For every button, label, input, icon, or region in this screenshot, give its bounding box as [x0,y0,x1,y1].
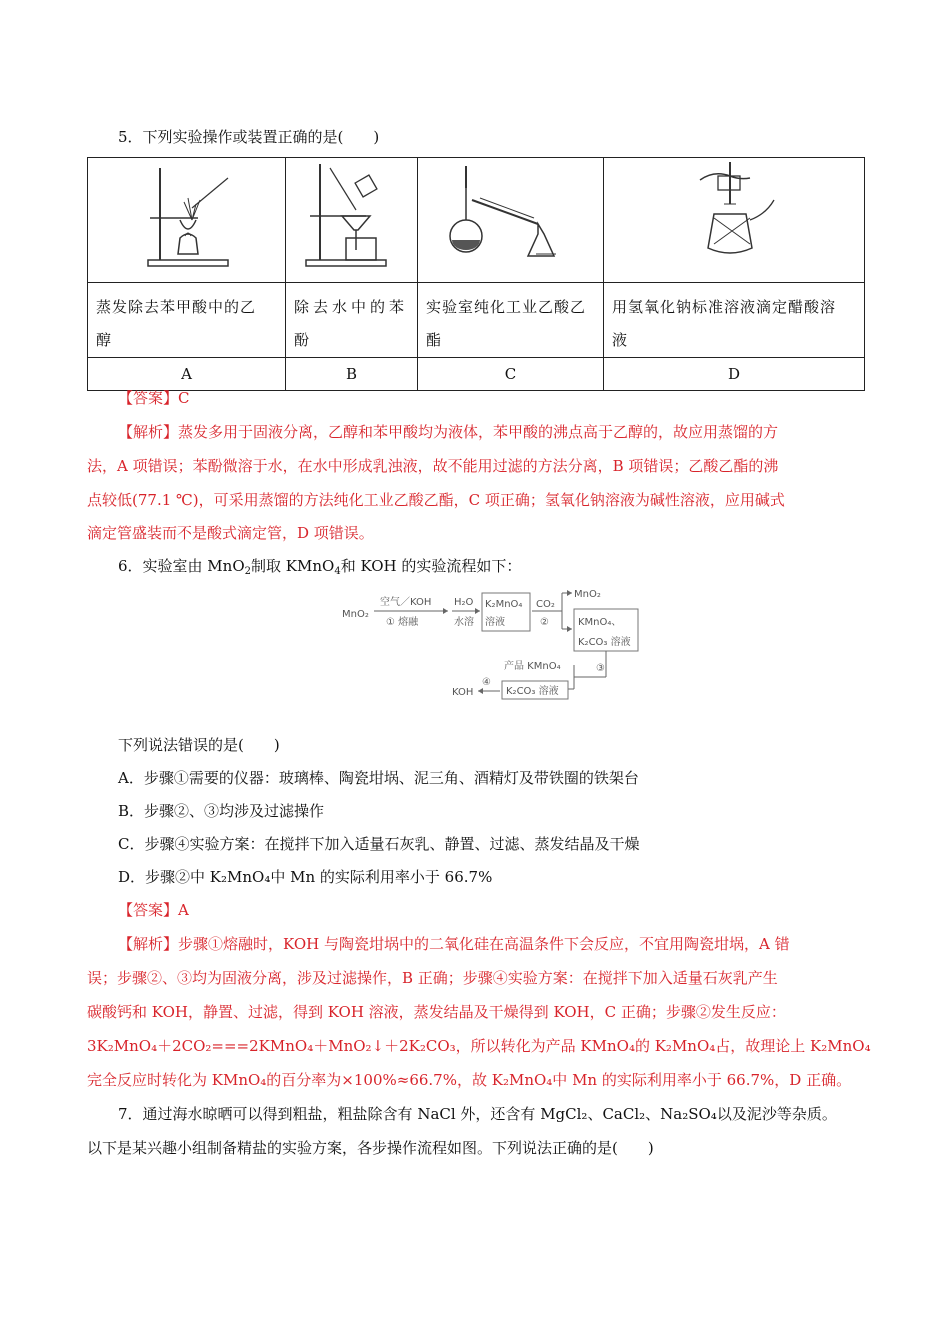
titration-apparatus-icon [604,158,864,282]
flow-product: 产品 KMnO₄ [504,661,561,672]
q5-options-table [87,157,865,391]
option-d-label: D [604,358,865,391]
flow-start: MnO₂ [342,609,369,620]
q6-analysis-line-2: 误；步骤②、③均为固液分离，涉及过滤操作，B 正确；步骤④实验方案：在搅拌下加入适量石灰乳产生 [87,969,778,987]
flow-box2-line1: KMnO₄、 [578,617,622,628]
q5-analysis-line-2: 法，A 项错误；苯酚微溶于水，在水中形成乳浊液，故不能用过滤的方法分离，B 项错误；乙酸乙酯的沸 [87,457,779,475]
q7-stem-line-1: 7．通过海水晾晒可以得到粗盐，粗盐除含有 NaCl 外，还含有 MgCl₂、CaCl₂、Na₂SO₄以及泥沙等杂质。 [118,1105,837,1123]
option-d-image [604,158,865,283]
q6-flow-diagram [340,585,640,705]
filtration-apparatus-icon [286,158,417,282]
q5-analysis-line-1: 【解析】蒸发多用于固液分离，乙醇和苯甲酸均为液体，苯甲酸的沸点高于乙醇的，故应用蒸馏的方 [118,423,779,441]
option-a-image [88,158,286,283]
flow-box3: K₂CO₃ 溶液 [506,686,559,697]
flow-step5: ④ [482,677,491,688]
flow-end: KOH [452,687,474,698]
option-c-image [418,158,604,283]
q6-answer: 【答案】A [118,901,189,919]
flow-step2-top: H₂O [454,597,474,608]
flow-box2-line2: K₂CO₃ 溶液 [578,637,631,648]
q6-analysis-line-3: 碳酸钙和 KOH，静置、过滤，得到 KOH 溶液，蒸发结晶及干燥得到 KOH，C 正确；步骤②发生反应： [87,1003,786,1021]
flow-step2-bottom: 水溶 [454,617,474,628]
option-b-label: B [286,358,418,391]
flow-box1-line2: 溶液 [485,617,505,628]
q5-stem: 5．下列实验操作或装置正确的是( ) [118,128,380,146]
q5-analysis-line-3: 点较低(77.1 ℃)，可采用蒸馏的方法纯化工业乙酸乙酯，C 项正确；氢氧化钠溶液为碱性溶液，应用碱式 [87,491,785,509]
q6-question: 下列说法错误的是( ) [118,736,280,754]
q6-analysis-line-1: 【解析】步骤①熔融时，KOH 与陶瓷坩埚中的二氧化硅在高温条件下会反应，不宜用陶瓷坩埚，A 错 [118,935,790,953]
distillation-apparatus-icon [418,158,603,282]
q6-analysis-line-5: 完全反应时转化为 KMnO₄的百分率为×100%≈66.7%，故 K₂MnO₄中 Mn 的实际利用率小于 66.7%，D 正确。 [87,1071,852,1089]
q6-stem: 6．实验室由 MnO$_2$制取 KMnO$_4$和 KOH 的实验流程如下： [118,557,522,577]
q6-option-d: D．步骤②中 K₂MnO₄中 Mn 的实际利用率小于 66.7% [118,868,493,886]
flow-out-1: MnO₂ [574,589,601,600]
option-d-description: 用氢氧化钠标准溶液滴定醋酸溶 液 [604,283,865,358]
q5-analysis-line-4: 滴定管盛装而不是酸式滴定管，D 项错误。 [87,524,374,542]
option-c-description: 实验室纯化工业乙酸乙 酯 [418,283,604,358]
flow-step4: ③ [596,663,605,674]
flow-step1-top: 空气／KOH [380,597,432,608]
flow-box1-line1: K₂MnO₄ [485,599,523,610]
option-c-label: C [418,358,604,391]
option-b-image [286,158,418,283]
q6-option-b: B．步骤②、③均涉及过滤操作 [118,802,325,820]
option-a-description: 蒸发除去苯甲酸中的乙 醇 [88,283,286,358]
evaporation-apparatus-icon [88,158,285,282]
flow-step3-bottom: ② [540,617,549,628]
flow-step1-bottom: ① 熔融 [386,617,419,628]
option-b-description: 除去水中的苯 酚 [286,283,418,358]
q7-stem-line-2: 以下是某兴趣小组制备精盐的实验方案，各步操作流程如图。下列说法正确的是( ) [87,1139,654,1157]
q6-analysis-line-4: 3K₂MnO₄＋2CO₂===2KMnO₄＋MnO₂↓＋2K₂CO₃，所以转化为产品 KMnO₄的 K₂MnO₄占，故理论上 K₂MnO₄ [87,1037,871,1055]
q6-option-a: A．步骤①需要的仪器：玻璃棒、陶瓷坩埚、泥三角、酒精灯及带铁圈的铁架台 [118,769,639,787]
flow-step3-top: CO₂ [536,599,555,610]
option-a-label: A [88,358,286,391]
q6-option-c: C．步骤④实验方案：在搅拌下加入适量石灰乳、静置、过滤、蒸发结晶及干燥 [118,835,640,853]
q5-answer: 【答案】C [118,389,190,407]
